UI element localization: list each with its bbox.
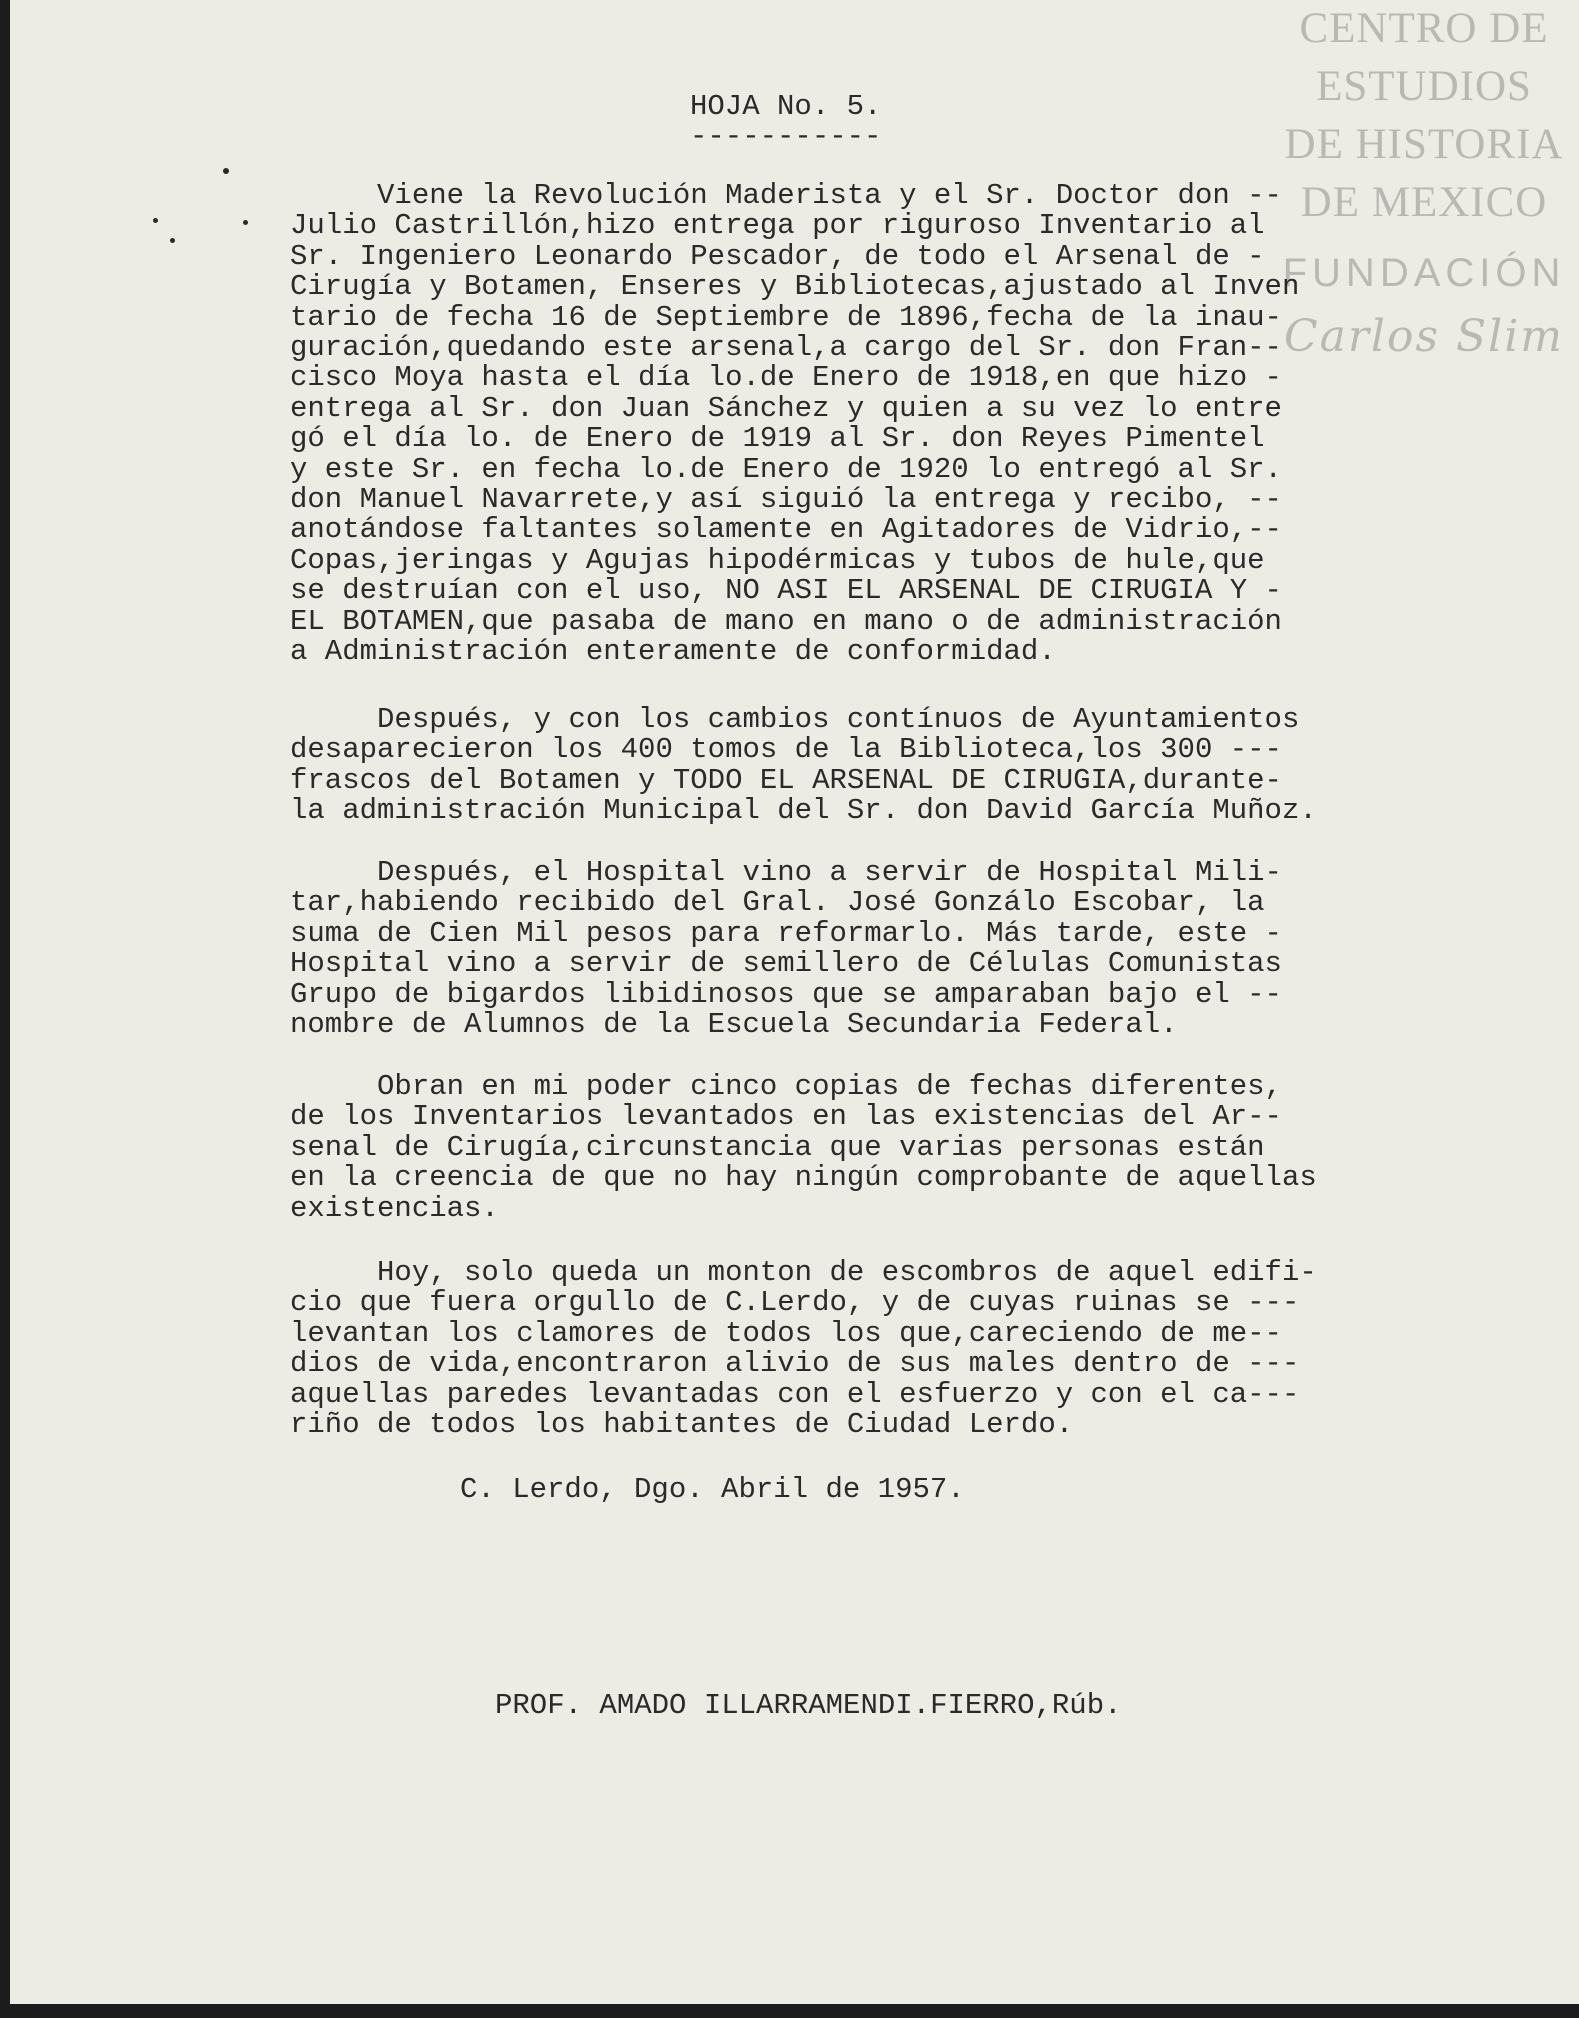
paragraph-revolucion: Viene la Revolución Maderista y el Sr. Doctor don -- Julio Castrillón,hizo entrega por riguroso Inventario al Sr. Ingeniero Leonardo Pescador, de todo el Arsenal de - Cirugía y Botamen, Enseres y Bibliotecas,ajustado al Inven tario de fecha 16 de Septiembre de 1896,fecha de la inau- guración,quedando este arsenal,a cargo del Sr. don Fran-- cisco Moya hasta el día lo.de Enero de 1918,en que hizo - entrega al Sr. don Juan Sánchez y quien a su vez lo entre gó el día lo. de Enero de 1919 al Sr. don Reyes Pimentel y este Sr. en fecha lo.de Enero de 1920 lo entregó al Sr. don Manuel Navarrete,y así siguió la entrega y recibo, -- anotándose faltantes solamente en Agitadores de Vidrio,-- Copas,jeringas y Agujas hipodérmicas y tubos de hule,que se destruían con el uso, NO ASI EL ARSENAL DE CIRUGIA Y - EL BOTAMEN,que pasaba de mano en mano o de administración a Administración enteramente de conformidad. bbox=[290, 179, 1300, 669]
ink-speck bbox=[153, 218, 158, 223]
ink-speck bbox=[243, 220, 248, 225]
heading-underline: ----------- bbox=[690, 120, 882, 153]
watermark-fundacion: FUNDACIÓN bbox=[1282, 251, 1566, 295]
watermark-line: CENTRO DE bbox=[1299, 5, 1549, 52]
watermark-signature: Carlos Slim bbox=[1283, 311, 1565, 362]
place-date: C. Lerdo, Dgo. Abril de 1957. bbox=[460, 1473, 965, 1506]
paragraph-inventarios: Obran en mi poder cinco copias de fechas diferentes, de los Inventarios levantados en las existencias del Ar-- senal de Cirugía,circunstancia que varias personas están en la creencia de que no hay ningún comprobante de aquellas existencias. bbox=[290, 1070, 1317, 1225]
watermark-line: ESTUDIOS bbox=[1316, 63, 1532, 110]
paragraph-hospital-militar: Después, el Hospital vino a servir de Hospital Mili- tar,habiendo recibido del Gral. José Gonzálo Escobar, la suma de Cien Mil pesos para reformarlo. Más tarde, este - Hospital vino a servir de semillero de Células Comunistas Grupo de bigardos libidinosos que se amparaban bajo el -- nombre de Alumnos de la Escuela Secundaria Federal. bbox=[290, 856, 1282, 1042]
paragraph-despues-ayuntamientos: Después, y con los cambios contínuos de Ayuntamientos desaparecieron los 400 tomos de la Biblioteca,los 300 --- frascos del Botamen y TODO EL ARSENAL DE CIRUGIA,durante- la administración Municipal del Sr. don David García Muñoz. bbox=[290, 703, 1317, 828]
ink-speck bbox=[170, 238, 175, 243]
watermark-line: DE MEXICO bbox=[1300, 179, 1548, 226]
page-heading: HOJA No. 5. bbox=[690, 90, 882, 123]
watermark-line: DE HISTORIA bbox=[1284, 121, 1564, 168]
ink-speck bbox=[223, 168, 229, 174]
paragraph-escombros: Hoy, solo queda un monton de escombros de aquel edifi- cio que fuera orgullo de C.Lerdo, y de cuyas ruinas se --- levantan los clamores de todos los que,careciendo de me-- dios de vida,encontraron alivio de sus males dentro de --- aquellas paredes levantadas con el esfuerzo y con el ca--- riño de todos los habitantes de Ciudad Lerdo. bbox=[290, 1256, 1317, 1442]
author-signature: PROF. AMADO ILLARRAMENDI.FIERRO,Rúb. bbox=[495, 1689, 1122, 1722]
document-page bbox=[10, 0, 1579, 2004]
archive-watermark bbox=[1269, 0, 1579, 366]
